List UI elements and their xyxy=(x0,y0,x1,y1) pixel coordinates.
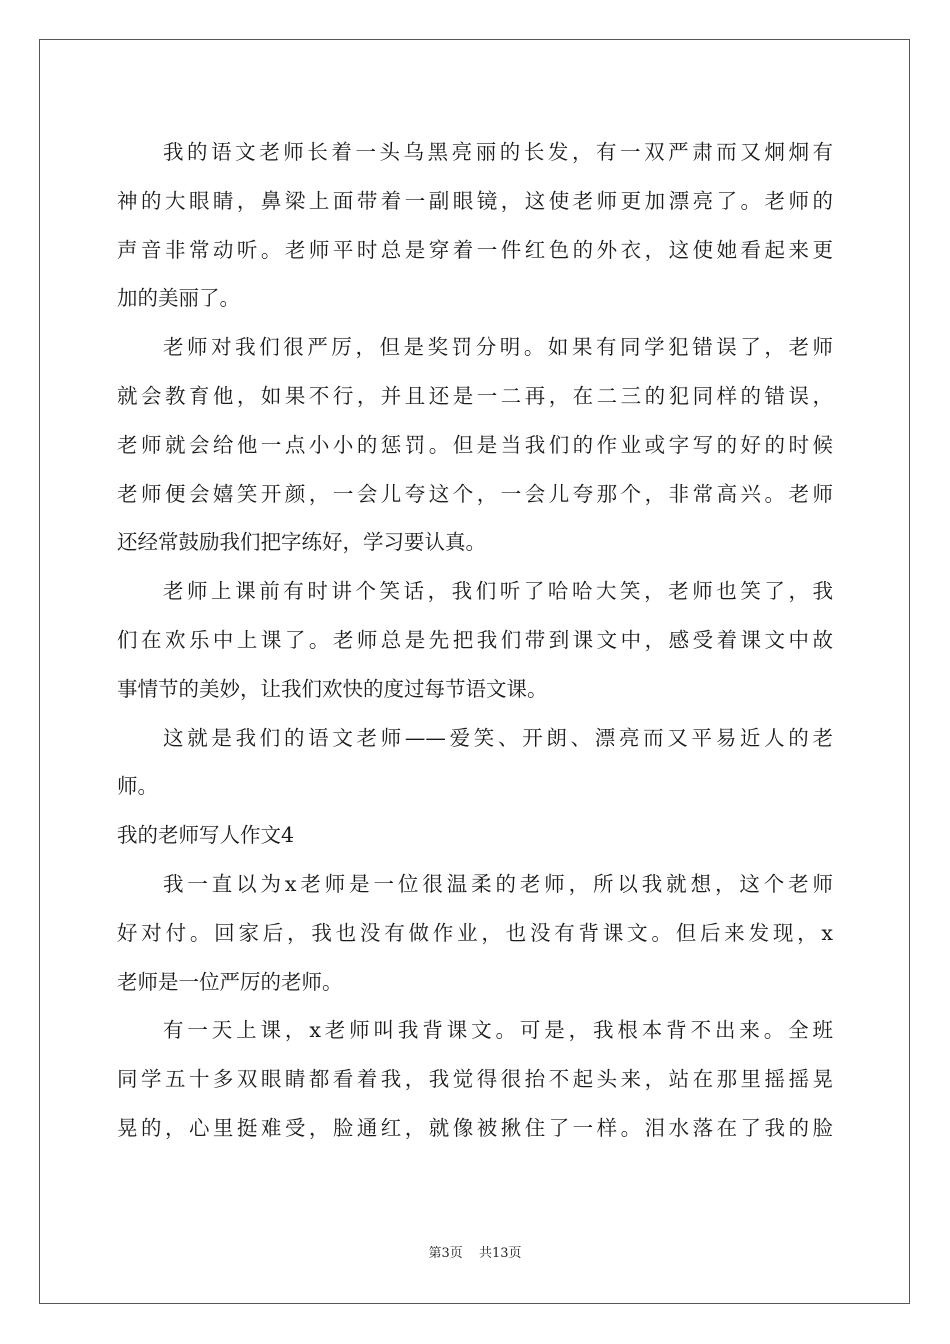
page-number: 第3页 xyxy=(428,1246,463,1261)
page-total: 共13页 xyxy=(478,1246,522,1261)
text-line: 好对付。回家后，我也没有做作业，也没有背课文。但后来发现，x xyxy=(117,920,833,945)
text-line: 老师就会给他一点小小的惩罚。但是当我们的作业或字写的好的时候 xyxy=(117,432,833,457)
text-line: 师。 xyxy=(117,774,158,799)
text-line: 老师便会嬉笑开颜，一会儿夸这个，一会儿夸那个，非常高兴。老师 xyxy=(117,481,833,506)
text-line: 还经常鼓励我们把字练好，学习要认真。 xyxy=(117,530,486,555)
text-line: 我的语文老师长着一头乌黑亮丽的长发，有一双严肃而又炯炯有 xyxy=(163,140,833,164)
text-line: 就会教育他，如果不行，并且还是一二再，在二三的犯同样的错误， xyxy=(117,383,833,408)
text-line: 我的老师写人作文4 xyxy=(117,823,295,848)
text-line: 们在欢乐中上课了。老师总是先把我们带到课文中，感受着课文中故 xyxy=(117,627,833,652)
text-line: 神的大眼睛，鼻梁上面带着一副眼镜，这使老师更加漂亮了。老师的 xyxy=(117,188,833,213)
text-line: 老师上课前有时讲个笑话，我们听了哈哈大笑，老师也笑了，我 xyxy=(163,579,833,604)
text-line: 这就是我们的语文老师——爱笑、开朗、漂亮而又平易近人的老 xyxy=(163,725,833,750)
text-line: 晃的，心里挺难受，脸通红，就像被揪住了一样。泪水落在了我的脸 xyxy=(117,1115,833,1140)
text-line: 有一天上课，x老师叫我背课文。可是，我根本背不出来。全班 xyxy=(163,1018,833,1043)
text-line: 我一直以为x老师是一位很温柔的老师，所以我就想，这个老师 xyxy=(163,871,833,896)
text-line: 声音非常动听。老师平时总是穿着一件红色的外衣，这使她看起来更 xyxy=(117,237,833,262)
text-line: 加的美丽了。 xyxy=(117,286,240,311)
text-line: 老师是一位严厉的老师。 xyxy=(117,969,343,994)
page-footer xyxy=(0,1245,950,1263)
text-line: 同学五十多双眼睛都看着我，我觉得很抬不起头来，站在那里摇摇晃 xyxy=(117,1067,833,1092)
text-line: 事情节的美妙，让我们欢快的度过每节语文课。 xyxy=(117,676,548,701)
document-body xyxy=(117,128,833,1153)
text-line: 老师对我们很严厉，但是奖罚分明。如果有同学犯错误了，老师 xyxy=(163,335,833,360)
